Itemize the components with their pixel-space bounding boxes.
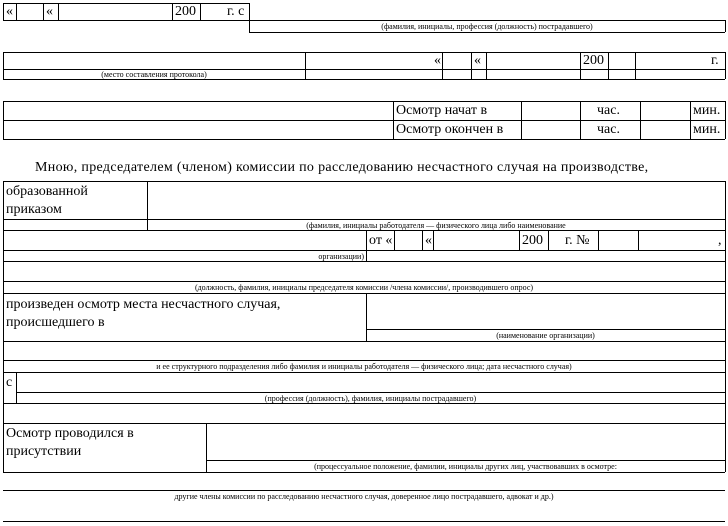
order-comma: , (718, 233, 722, 248)
inspection-started-label: Осмотр начат в (396, 103, 488, 118)
order-year-prefix: 200 (522, 233, 543, 248)
year-suffix: г. с (227, 4, 245, 19)
organization-caption: организации) (318, 252, 364, 261)
minutes-label: мин. (693, 122, 721, 137)
chairman-caption: (должность, фамилия, инициалы председателя комиссии /члена комиссии/, производившего опрос) (194, 283, 534, 292)
org-name-caption: (наименование организации) (496, 331, 595, 340)
victim-caption: (фамилия, инициалы, профессия (должность) пострадавшего) (381, 22, 593, 31)
with-label: с (6, 375, 13, 390)
employer-caption: (фамилия, инициалы работодателя — физического лица либо наименование (306, 221, 566, 230)
others-caption: другие члены комиссии по расследованию несчастного случая, доверенное лицо пострадавшего, адвокат и др.) (174, 492, 554, 501)
order-from-label: от « (369, 233, 393, 248)
quote-open-mark: « (6, 4, 13, 19)
minutes-label: мин. (693, 103, 721, 118)
inspection-ended-label: Осмотр окончен в (396, 122, 504, 137)
quote-open-mark: « (474, 53, 481, 68)
hours-label: час. (597, 103, 620, 118)
quote-open-mark: « (46, 4, 53, 19)
year-prefix: 200 (175, 4, 196, 19)
presence-label: Осмотр проводился в присутствии (6, 426, 134, 459)
year-suffix: г. (711, 53, 719, 68)
formed-by-order-label: образованной приказом (6, 184, 88, 217)
quote-open-mark: « (425, 233, 432, 248)
order-number-label: г. № (565, 233, 590, 248)
quote-open-mark: « (434, 53, 441, 68)
inspection-place-text: произведен осмотр места несчастного случая, происшедшего в (6, 297, 281, 330)
year-prefix: 200 (583, 53, 604, 68)
place-caption: (место составления протокола) (101, 70, 207, 79)
intro-text: Мною, председателем (членом) комиссии по расследованию несчастного случая на производстве, (35, 160, 649, 175)
hours-label: час. (597, 122, 620, 137)
profession-caption: (профессия (должность), фамилия, инициалы пострадавшего) (264, 394, 477, 403)
participants-caption: (процессуальное положение, фамилии, инициалы других лиц, участвовавших в осмотре: (314, 462, 617, 471)
subdivision-caption: и ее структурного подразделения либо фамилия и инициалы работодателя — физического лица; дата несчастного случая) (156, 362, 572, 371)
